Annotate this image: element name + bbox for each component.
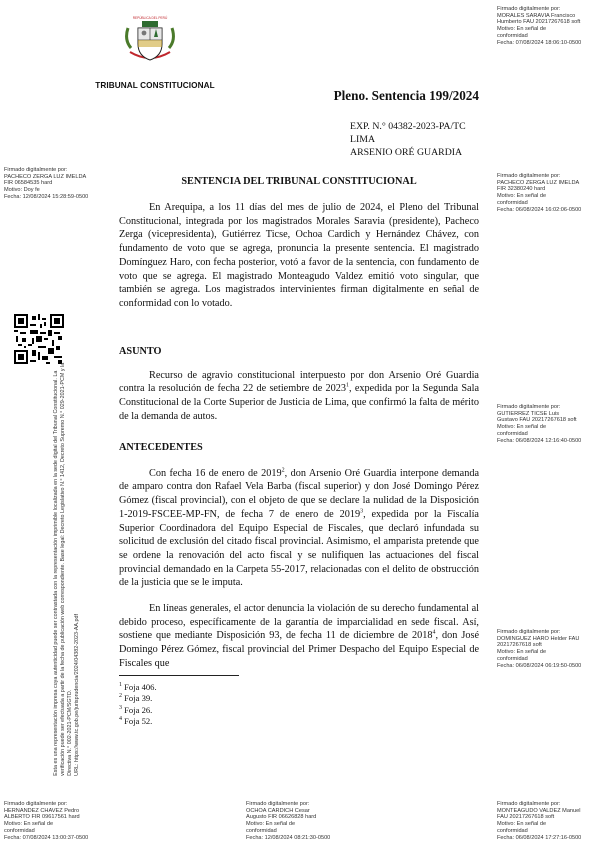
antecedentes-heading: ANTECEDENTES bbox=[119, 442, 203, 453]
asunto-heading: ASUNTO bbox=[119, 346, 162, 357]
antecedentes-text-1a: Con fecha 16 de enero de 2019 bbox=[149, 467, 282, 479]
antecedentes-paragraph-1 bbox=[119, 467, 479, 590]
pleno-heading: Pleno. Sentencia 199/2024 bbox=[333, 88, 479, 103]
footnote-item bbox=[119, 693, 157, 704]
footnote-text: Foja 406. bbox=[124, 682, 157, 692]
intro-section bbox=[119, 201, 479, 311]
footnote-text: Foja 39. bbox=[124, 693, 153, 704]
antecedentes-text-1c: , expedida por la Fiscalía Superior Coordinadora del Equipo Especial de Fiscales, que declaró infundada su solicitud de exclusión del citado fiscal provincial. Asimismo, el amparista pretende que se ordene la renovación del acto fiscal y se nulifiquen las actuaciones del fiscal provincial demandado en la Carpeta 55-2017, relacionadas con el delito de obstrucción de la justicia que se le imputa. bbox=[119, 508, 479, 589]
footnote-ref-3[interactable]: 3 bbox=[360, 508, 364, 515]
antecedentes-text-2a: En líneas generales, el actor denuncia la violación de su derecho fundamental al debido proceso, específicamente de la garantía de imparcialidad en sede fiscal. Así, sostiene que mediante Disposición 93, de fecha 11 de diciembre de 2018 bbox=[119, 603, 479, 642]
footnote-text: Foja 26. bbox=[124, 704, 153, 715]
footnote-ref-4[interactable]: 4 bbox=[432, 630, 436, 637]
institution-name: TRIBUNAL CONSTITUCIONAL bbox=[95, 81, 215, 90]
signature-hernandez: Firmado digitalmente por: HERNANDEZ CHAVEZ Pedro ALBERTO FIR 09617561 hard Motivo: En señal de conformidad Fecha: 07/08/2024 13:00:37-0500 bbox=[4, 801, 89, 841]
footnote-num: 1 bbox=[119, 682, 122, 689]
exp-city: LIMA bbox=[350, 134, 376, 146]
signature-pacheco-left: Firmado digitalmente por: PACHECO ZERGA LUZ IMELDA FIR 06584535 hard Motivo: Doy fe Fecha: 12/08/2024 15:28:59-0500 bbox=[4, 167, 89, 200]
footnote-ref-1[interactable]: 1 bbox=[346, 383, 350, 389]
exp-number: EXP. N.° 04382-2023-PA/TC bbox=[350, 121, 466, 132]
signature-dominguez: Firmado digitalmente por: DOMINGUEZ HARO Helder FAU 20217267618 soft Motivo: En señal de conformidad Fecha: 06/08/2024 06:19:50-0500 bbox=[497, 629, 582, 669]
asunto-paragraph bbox=[119, 369, 479, 424]
case-reference bbox=[350, 120, 466, 160]
coat-of-arms-logo bbox=[121, 14, 179, 70]
seal-text: REPÚBLICA DEL PERÚ bbox=[132, 16, 168, 20]
footnote-item bbox=[119, 682, 157, 693]
footnote-num: 2 bbox=[119, 693, 122, 700]
footnotes bbox=[119, 682, 157, 728]
exp-party: ARSENIO ORÉ GUARDIA bbox=[350, 147, 463, 159]
antecedentes-paragraph-2 bbox=[119, 602, 479, 671]
intro-paragraph: En Arequipa, a los 11 días del mes de julio de 2024, el Pleno del Tribunal Constitucional, integrada por los magistrados Morales Saravia (presidente), Pacheco Zerga (vicepresidenta), Gutiérrez Ticse, Ochoa Cardich y Hernández Chávez, con fundamento de voto que se agrega, pronuncia la presente sentencia. El magistrado Domínguez Haro, con fecha posterior, votó a favor de la sentencia, con fundamento de voto que se agrega. El magistrado Monteagudo Valdez emitió voto singular, que también se agrega. Los magistrados intervinientes firman digitalmente en señal de conformidad con lo votado. bbox=[119, 202, 479, 309]
document-title: SENTENCIA DEL TRIBUNAL CONSTITUCIONAL bbox=[181, 176, 417, 187]
antecedentes-text-1b: , don Arsenio Oré Guardia interpone demanda de amparo contra don Rafael Vela Barba (fiscal superior) y don José Domingo Pérez Gómez (fiscal provincial), con el objeto de que se declare la nulidad de la Disposición 1-2019-FSCEE-MP-FN, de fecha 7 de enero de 2019 bbox=[119, 467, 480, 520]
antecedentes-section bbox=[119, 441, 479, 671]
footnote-ref-2[interactable]: 2 bbox=[281, 467, 285, 474]
footnote-num: 4 bbox=[119, 716, 122, 723]
signature-morales: Firmado digitalmente por: MORALES SARAVIA Francisco Humberto FAU 20217267618 soft Motivo: En señal de conformidad Fecha: 07/08/2024 18:06:10-0500 bbox=[497, 6, 582, 46]
signature-monteagudo: Firmado digitalmente por: MONTEAGUDO VALDEZ Manuel FAU 20217267618 soft Motivo: En señal de conformidad Fecha: 06/08/2024 17:27:16-0500 bbox=[497, 801, 582, 841]
signature-gutierrez: Firmado digitalmente por: GUTIERREZ TICSE Luis Gustavo FAU 20217267618 soft Motivo: En señal de conformidad Fecha: 06/08/2024 12:16:40-0500 bbox=[497, 404, 582, 444]
asunto-text-1: Recurso de agravio constitucional interpuesto por don Arsenio Oré Guardia contra la resolución de fecha 22 de setiembre de 2023 bbox=[119, 369, 479, 395]
antecedentes-text-2b: , don José Domingo Pérez Gómez, fiscal provincial del Primer Despacho del Equipo Especial de Fiscales que bbox=[119, 630, 480, 669]
footnote-num: 3 bbox=[119, 704, 122, 711]
authenticity-note: Esta es una representación impresa cuya autenticidad puede ser contrastada con la representación imprimible localizada en la sede digital del Tribunal Constitucional. La verificación puede ser efectuada a partir de la fecha de publicación web correspondiente. Base legal: Decreto Legislativo N.° 1412, Decreto Supremo N.° 029-2021-PCM y la Directiva N.° 002-2021-PCM/SGTD. URL: https://www.tc.gob.pe/jurisprudencia/2024/04382-2023-AA.pdf bbox=[53, 362, 80, 776]
footnote-divider bbox=[119, 675, 239, 676]
signature-pacheco-right: Firmado digitalmente por: PACHECO ZERGA LUZ IMELDA FIR 32380240 hard Motivo: En señal de conformidad Fecha: 06/08/2024 16:02:06-0500 bbox=[497, 173, 582, 213]
footnote-item bbox=[119, 716, 157, 727]
asunto-text-2: , expedida por la Segunda Sala Constitucional de la Corte Superior de Justicia de Lima, que confirmó la falta de mérito de la demanda de autos. bbox=[119, 383, 479, 422]
signature-ochoa: Firmado digitalmente por: OCHOA CARDICH Cesar Augusto FIR 06626828 hard Motivo: En señal de conformidad Fecha: 12/08/2024 08:21:30-0500 bbox=[246, 801, 331, 841]
footnote-text: Foja 52. bbox=[124, 716, 153, 727]
footnote-item bbox=[119, 705, 157, 716]
asunto-section bbox=[119, 345, 479, 424]
